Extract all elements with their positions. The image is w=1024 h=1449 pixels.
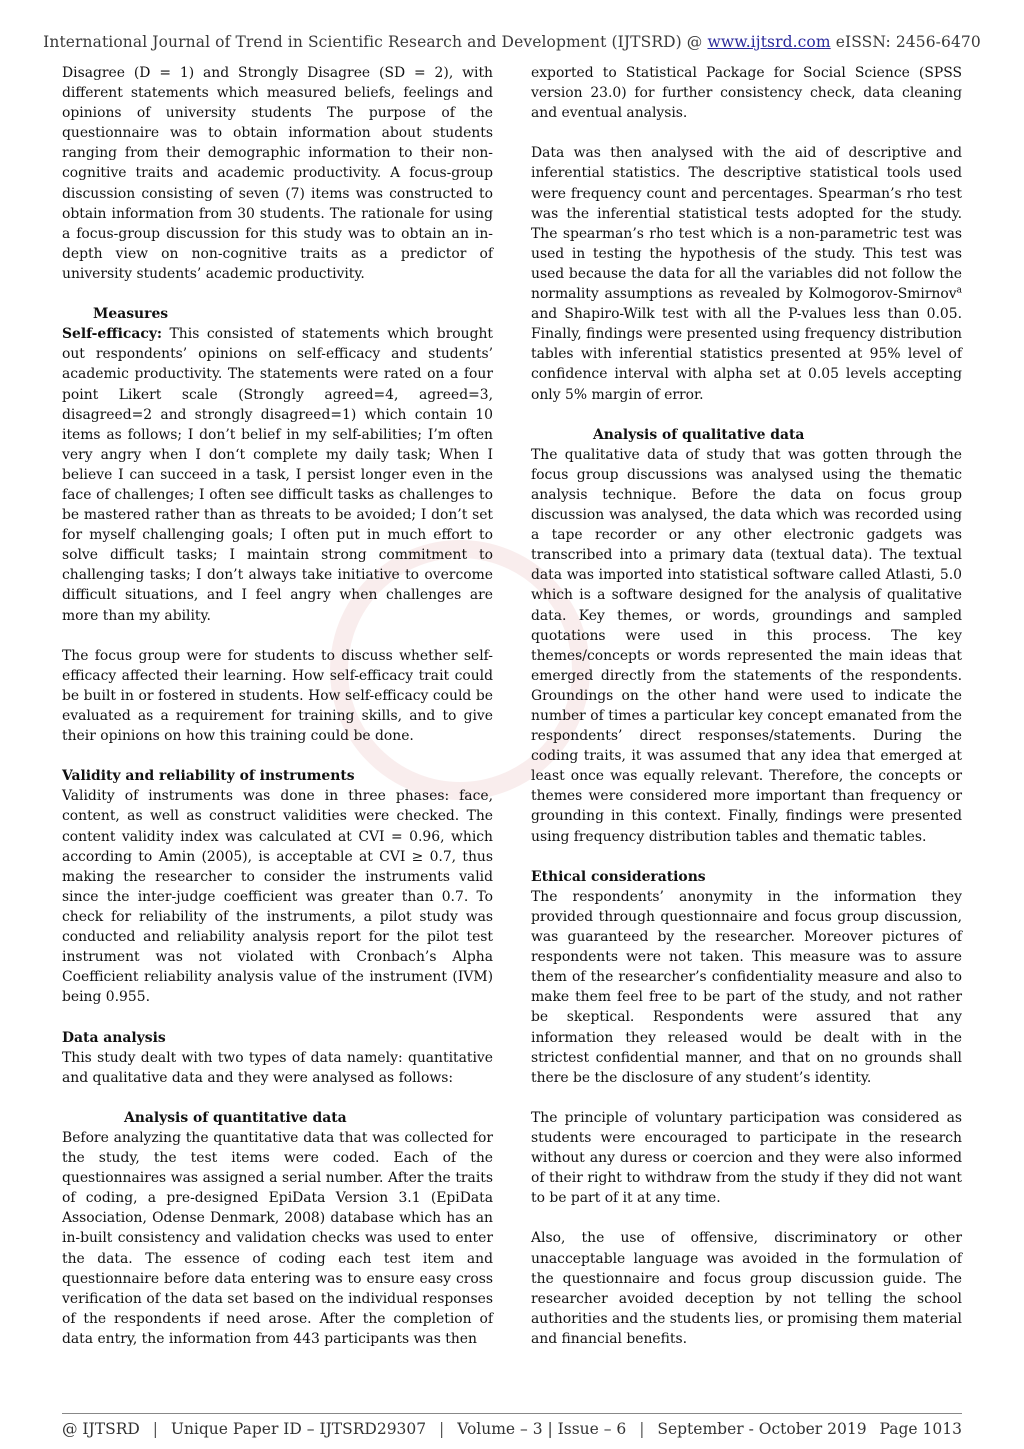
footer-separator: | — [439, 1420, 445, 1438]
paragraph: The focus group were for students to discuss whether self-efficacy affected their learning. How self-efficacy trait could be built in or fostered in students. How self-efficacy could be evaluated as a requirement for training skills, and to give their opinions on how this training could be done. — [62, 647, 493, 745]
section-heading-validity: Validity and reliability of instruments — [62, 768, 355, 785]
right-column — [531, 63, 962, 1349]
self-efficacy-text: This consisted of statements which brought out respondents’ opinions on self-efficacy and students’ academic productivity. The statements were rated on a four point Likert scale (Strongly agreed=4, agreed=3, disagreed=2 and strongly disagreed=1) which contain 10 items as follows; I don’t belief in my self-abilities; I’m often very angry when I don‘t complete my daily task; When I believe I can succeed in a task, I persist longer even in the face of challenges; I often see difficult tasks as challenges to be mastered rather than as threats to be avoided; I don’t set for myself challenging goals; I often put in much effort to solve difficult tasks; I maintain strong commitment to challenging tasks; I don’t always take initiative to overcome difficult situations, and I feel angry when challenges are more than my ability. — [62, 326, 493, 624]
left-column — [62, 63, 493, 1349]
statistics-text-a: Data was then analysed with the aid of descriptive and inferential statistics. The descriptive statistical tools used were frequency count and percentages. Spearman’s rho test was the inferential statistical tests adopted for the study. The spearman’s rho test which is a non-parametric test was used in testing the hypothesis of the study. This test was used because the data for all the variables did not follow the normality assumptions as revealed by Kolmogorov-Smirnov — [531, 145, 962, 303]
journal-name: International Journal of Trend in Scientific Research and Development (IJTSRD) @ — [43, 33, 708, 51]
footer-volume: Volume – 3 | Issue – 6 — [457, 1420, 627, 1438]
paragraph: The principle of voluntary participation was considered as students were encouraged to participate in the research without any duress or coercion and they were also informed of their right to withdraw from the study if they did not want to be part of it at any time. — [531, 1109, 962, 1207]
inline-heading-self-efficacy: Self-efficacy: — [62, 326, 163, 343]
footer-date: September - October 2019 — [657, 1420, 867, 1438]
section-heading-measures: Measures — [93, 306, 169, 323]
footer-separator: | — [639, 1420, 645, 1438]
journal-url-link[interactable]: www.ijtsrd.com — [707, 33, 831, 51]
paragraph: This study dealt with two types of data namely: quantitative and qualitative data and they were analysed as follows: — [62, 1049, 493, 1086]
footer-divider — [62, 1413, 962, 1414]
paragraph: Validity of instruments was done in three phases: face, content, as well as construct validities were checked. The content validity index was calculated at CVI = 0.96, which according to Amin (2005), is acceptable at CVI ≥ 0.7, thus making the researcher to consider the instruments valid since the inter-judge coefficient was greater than 0.7. To check for reliability of the instruments, a pilot study was conducted and reliability analysis report for the pilot test instrument was not violated with Cronbach’s Alpha Coefficient reliability analysis value of the instrument (IVM) being 0.955. — [62, 788, 493, 1006]
section-heading-qualitative: Analysis of qualitative data — [593, 426, 805, 443]
paragraph: Also, the use of offensive, discriminatory or other unacceptable language was avoided in the formulation of the questionnaire and focus group discussion guide. The researcher avoided deception by not telling the school authorities and the students lies, or promising them material and financial benefits. — [531, 1230, 962, 1347]
footer-journal: @ IJTSRD — [62, 1420, 140, 1438]
paragraph-statistics — [531, 143, 962, 404]
footer-paper-id: Unique Paper ID – IJTSRD29307 — [170, 1420, 427, 1438]
statistics-text-b: and Shapiro-Wilk test with all the P-values less than 0.05. Finally, findings were presented using frequency distribution tables with inferential statistics presented at 95% level of confidence interval with alpha set at 0.05 levels accepting only 5% margin of error. — [531, 306, 962, 403]
page-header — [0, 33, 1024, 51]
paragraph: Before analyzing the quantitative data that was collected for the study, the test items were coded. Each of the questionnaires was assigned a serial number. After the traits of coding, a pre-designed EpiData Version 3.1 (EpiData Association, Odense Denmark, 2008) database which has an in-built consistency and validation checks was used to enter the data. The essence of coding each test item and questionnaire before data entering was to ensure easy cross verification of the data set based on the individual responses of the respondents if need arose. After the completion of data entry, the information from 443 participants was then — [62, 1129, 493, 1347]
section-heading-data-analysis: Data analysis — [62, 1029, 166, 1046]
page-footer — [62, 1420, 962, 1438]
section-heading-quantitative: Analysis of quantitative data — [124, 1109, 347, 1126]
paragraph: Disagree (D = 1) and Strongly Disagree (SD = 2), with different statements which measured beliefs, feelings and opinions of university students The purpose of the questionnaire was to obtain information about students ranging from their demographic information to their non-cognitive traits and academic productivity. A focus-group discussion consisting of seven (7) items was constructed to obtain information from 30 students. The rationale for using a focus-group discussion for this study was to obtain an in-depth view on non-cognitive traits as a predictor of university students’ academic productivity. — [62, 65, 493, 282]
section-heading-ethical: Ethical considerations — [531, 868, 706, 885]
paragraph: exported to Statistical Package for Social Science (SPSS version 23.0) for further consistency check, data cleaning and eventual analysis. — [531, 65, 962, 122]
paragraph: The respondents’ anonymity in the information they provided through questionnaire and focus group discussion, was guaranteed by the researcher. Moreover pictures of respondents were not taken. This measure was to assure them of the researcher’s confidentiality measure and also to make them feel free to be part of the study, and not rather be skeptical. Respondents were assured that any information they released would be dealt with in the strictest confidential manner, and that on no grounds shall there be the disclosure of any student’s identity. — [531, 888, 962, 1086]
footer-separator: | — [152, 1420, 158, 1438]
paragraph: The qualitative data of study that was gotten through the focus group discussions was analysed using the thematic analysis technique. Before the data on focus group discussion was analysed, the data which was recorded using a tape recorder or any other electronic gadgets was transcribed into a primary data (textual data). The textual data was imported into statistical software called Atlasti, 5.0 which is a software designed for the analysis of qualitative data. Key themes, or words, groundings and sampled quotations were used in this process. The key themes/concepts or words represented the main ideas that emerged directly from the statements of the respondents. Groundings on the other hand were used to indicate the number of times a particular key concept emanated from the respondents’ direct responses/statements. During the coding traits, it was assumed that any idea that emerged at least once was equally relevant. Therefore, the concepts or themes were considered more important than frequency or grounding in this context. Finally, findings were presented using frequency distribution tables and thematic tables. — [531, 446, 962, 845]
superscript: a — [956, 285, 962, 296]
footer-page-number: Page 1013 — [879, 1420, 962, 1438]
eissn: eISSN: 2456-6470 — [830, 33, 981, 51]
paragraph-self-efficacy — [62, 324, 493, 625]
